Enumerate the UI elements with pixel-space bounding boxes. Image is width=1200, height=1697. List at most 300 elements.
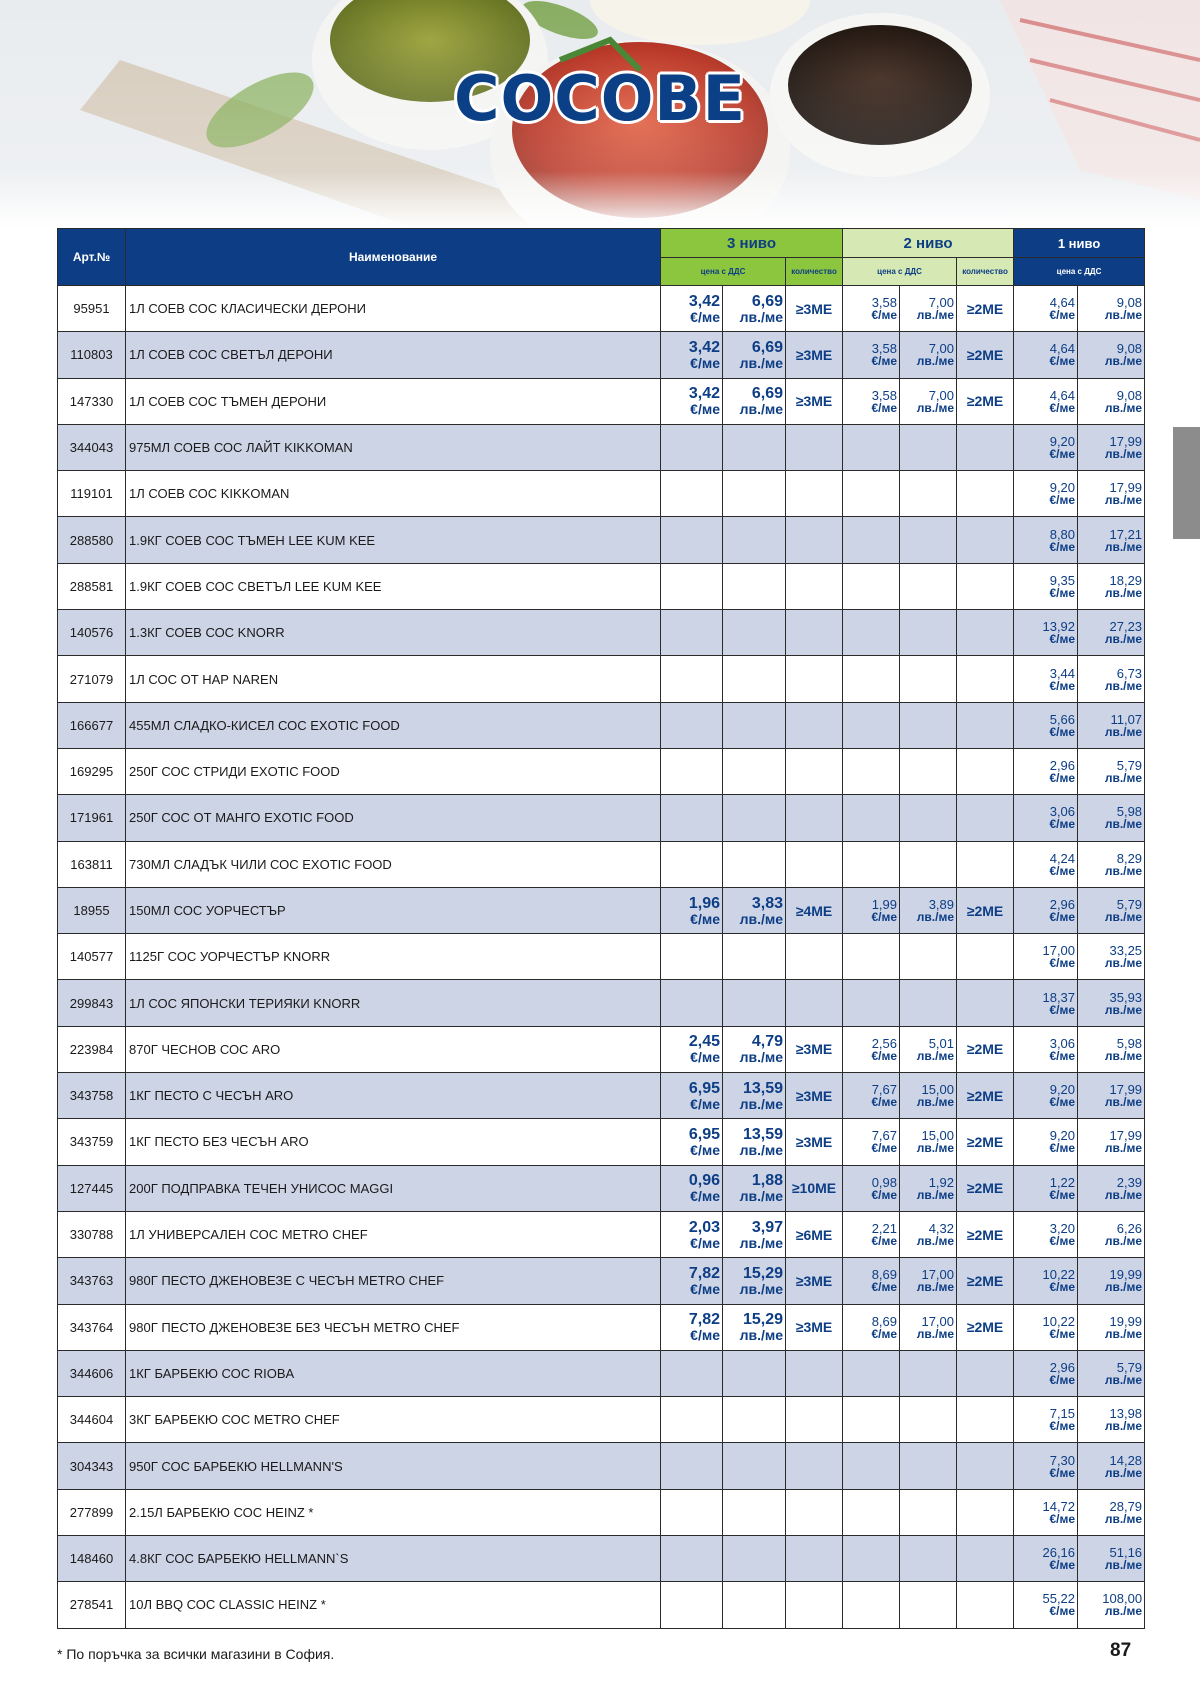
table-row xyxy=(58,1119,1145,1165)
level1-price: 2,96 €/ме xyxy=(1014,887,1078,933)
empty-cell xyxy=(900,795,957,841)
table-row xyxy=(58,1211,1145,1257)
empty-cell xyxy=(661,1489,723,1535)
level2-price-bgn: 4,32 лв./ме xyxy=(900,1211,957,1257)
empty-cell xyxy=(843,471,900,517)
art-number: 343759 xyxy=(58,1119,126,1165)
level1-price: 5,66 €/ме xyxy=(1014,702,1078,748)
level3-price-bgn: 6,69 лв./ме xyxy=(723,332,786,378)
level1-price-bgn: 2,39 лв./ме xyxy=(1078,1165,1145,1211)
product-name: 1КГ ПЕСТО С ЧЕСЪН ARO xyxy=(126,1073,661,1119)
level3-qty: ≥3МЕ xyxy=(786,286,843,332)
empty-cell xyxy=(843,1489,900,1535)
empty-cell xyxy=(843,934,900,980)
level1-price: 26,16 €/ме xyxy=(1014,1536,1078,1582)
level1-price-bgn: 5,79 лв./ме xyxy=(1078,887,1145,933)
empty-cell xyxy=(723,471,786,517)
empty-cell xyxy=(843,424,900,470)
level2-price: 0,98 €/ме xyxy=(843,1165,900,1211)
table-row xyxy=(58,748,1145,794)
empty-cell xyxy=(723,1350,786,1396)
level2-price: 1,99 €/ме xyxy=(843,887,900,933)
product-name: 1Л СОЕВ СОС КЛАСИЧЕСКИ ДЕРОНИ xyxy=(126,286,661,332)
empty-cell xyxy=(900,610,957,656)
empty-cell xyxy=(786,471,843,517)
table-row xyxy=(58,424,1145,470)
level1-price-bgn: 28,79 лв./ме xyxy=(1078,1489,1145,1535)
level1-price: 4,24 €/ме xyxy=(1014,841,1078,887)
empty-cell xyxy=(661,656,723,702)
empty-cell xyxy=(957,841,1014,887)
header-level3-qty: количество xyxy=(786,258,843,286)
level1-price: 9,35 €/ме xyxy=(1014,563,1078,609)
empty-cell xyxy=(957,656,1014,702)
level1-price-bgn: 9,08 лв./ме xyxy=(1078,332,1145,378)
level2-qty: ≥2МЕ xyxy=(957,1073,1014,1119)
empty-cell xyxy=(900,424,957,470)
table-row xyxy=(58,934,1145,980)
empty-cell xyxy=(957,702,1014,748)
level1-price: 3,44 €/ме xyxy=(1014,656,1078,702)
empty-cell xyxy=(957,934,1014,980)
level1-price-bgn: 27,23 лв./ме xyxy=(1078,610,1145,656)
empty-cell xyxy=(900,702,957,748)
table-row xyxy=(58,1397,1145,1443)
product-name: 1Л СОЕВ СОС ТЪМЕН ДЕРОНИ xyxy=(126,378,661,424)
empty-cell xyxy=(900,1397,957,1443)
level3-qty: ≥3МЕ xyxy=(786,1258,843,1304)
header-name: Наименование xyxy=(126,229,661,286)
table-row xyxy=(58,702,1145,748)
empty-cell xyxy=(957,980,1014,1026)
product-name: 980Г ПЕСТО ДЖЕНОВЕЗЕ С ЧЕСЪН METRO CHEF xyxy=(126,1258,661,1304)
empty-cell xyxy=(957,748,1014,794)
level3-price-bgn: 6,69 лв./ме xyxy=(723,286,786,332)
level1-price: 8,80 €/ме xyxy=(1014,517,1078,563)
header-level1-price: цена с ДДС xyxy=(1014,258,1145,286)
empty-cell xyxy=(786,795,843,841)
level2-qty: ≥2МЕ xyxy=(957,1165,1014,1211)
empty-cell xyxy=(723,795,786,841)
empty-cell xyxy=(900,1489,957,1535)
empty-cell xyxy=(661,1443,723,1489)
art-number: 171961 xyxy=(58,795,126,841)
empty-cell xyxy=(723,748,786,794)
table-row xyxy=(58,1443,1145,1489)
table-row xyxy=(58,1165,1145,1211)
level2-price: 3,58 €/ме xyxy=(843,332,900,378)
level2-qty: ≥2МЕ xyxy=(957,1211,1014,1257)
level1-price: 9,20 €/ме xyxy=(1014,1119,1078,1165)
art-number: 299843 xyxy=(58,980,126,1026)
empty-cell xyxy=(957,1397,1014,1443)
level3-qty: ≥3МЕ xyxy=(786,1304,843,1350)
table-row xyxy=(58,980,1145,1026)
empty-cell xyxy=(843,795,900,841)
level2-qty: ≥2МЕ xyxy=(957,286,1014,332)
empty-cell xyxy=(900,563,957,609)
level3-price: 2,45 €/ме xyxy=(661,1026,723,1072)
art-number: 95951 xyxy=(58,286,126,332)
level1-price-bgn: 108,00 лв./ме xyxy=(1078,1582,1145,1628)
table-row xyxy=(58,332,1145,378)
empty-cell xyxy=(957,563,1014,609)
empty-cell xyxy=(957,517,1014,563)
level3-qty: ≥3МЕ xyxy=(786,332,843,378)
product-name: 250Г СОС ОТ МАНГО EXOTIC FOOD xyxy=(126,795,661,841)
empty-cell xyxy=(957,1443,1014,1489)
art-number: 163811 xyxy=(58,841,126,887)
empty-cell xyxy=(723,1397,786,1443)
level1-price: 2,96 €/ме xyxy=(1014,1350,1078,1396)
page-number: 87 xyxy=(1110,1640,1132,1661)
level3-price: 0,96 €/ме xyxy=(661,1165,723,1211)
price-table xyxy=(57,228,1145,1629)
level1-price: 3,06 €/ме xyxy=(1014,1026,1078,1072)
empty-cell xyxy=(957,424,1014,470)
product-name: 4.8КГ СОС БАРБЕКЮ HELLMANN`S xyxy=(126,1536,661,1582)
level2-price: 2,56 €/ме xyxy=(843,1026,900,1072)
empty-cell xyxy=(957,1582,1014,1628)
empty-cell xyxy=(786,980,843,1026)
product-name: 1КГ ПЕСТО БЕЗ ЧЕСЪН ARO xyxy=(126,1119,661,1165)
level1-price-bgn: 17,21 лв./ме xyxy=(1078,517,1145,563)
empty-cell xyxy=(723,934,786,980)
level1-price-bgn: 13,98 лв./ме xyxy=(1078,1397,1145,1443)
level1-price: 2,96 €/ме xyxy=(1014,748,1078,794)
hero-banner xyxy=(0,0,1200,228)
level3-price: 6,95 €/ме xyxy=(661,1119,723,1165)
empty-cell xyxy=(723,702,786,748)
art-number: 119101 xyxy=(58,471,126,517)
table-row xyxy=(58,1304,1145,1350)
level2-qty: ≥2МЕ xyxy=(957,887,1014,933)
level1-price-bgn: 9,08 лв./ме xyxy=(1078,378,1145,424)
level1-price: 55,22 €/ме xyxy=(1014,1582,1078,1628)
level2-price-bgn: 15,00 лв./ме xyxy=(900,1119,957,1165)
empty-cell xyxy=(900,748,957,794)
level3-price: 3,42 €/ме xyxy=(661,332,723,378)
level1-price: 9,20 €/ме xyxy=(1014,424,1078,470)
level2-price: 3,58 €/ме xyxy=(843,286,900,332)
art-number: 343764 xyxy=(58,1304,126,1350)
level3-qty: ≥10МЕ xyxy=(786,1165,843,1211)
level3-price: 6,95 €/ме xyxy=(661,1073,723,1119)
art-number: 147330 xyxy=(58,378,126,424)
empty-cell xyxy=(843,563,900,609)
level3-price-bgn: 4,79 лв./ме xyxy=(723,1026,786,1072)
level1-price-bgn: 17,99 лв./ме xyxy=(1078,1073,1145,1119)
empty-cell xyxy=(661,934,723,980)
product-name: 10Л BBQ СОС CLASSIC HEINZ * xyxy=(126,1582,661,1628)
empty-cell xyxy=(661,610,723,656)
level3-qty: ≥3МЕ xyxy=(786,1119,843,1165)
level1-price-bgn: 33,25 лв./ме xyxy=(1078,934,1145,980)
table-row xyxy=(58,1026,1145,1072)
empty-cell xyxy=(900,1350,957,1396)
art-number: 278541 xyxy=(58,1582,126,1628)
level3-price-bgn: 1,88 лв./ме xyxy=(723,1165,786,1211)
empty-cell xyxy=(723,1582,786,1628)
empty-cell xyxy=(957,1536,1014,1582)
empty-cell xyxy=(786,1443,843,1489)
level1-price-bgn: 5,98 лв./ме xyxy=(1078,795,1145,841)
level2-price-bgn: 17,00 лв./ме xyxy=(900,1258,957,1304)
level3-price-bgn: 3,83 лв./ме xyxy=(723,887,786,933)
level3-qty: ≥3МЕ xyxy=(786,1026,843,1072)
level1-price: 3,20 €/ме xyxy=(1014,1211,1078,1257)
art-number: 343758 xyxy=(58,1073,126,1119)
art-number: 344043 xyxy=(58,424,126,470)
art-number: 343763 xyxy=(58,1258,126,1304)
empty-cell xyxy=(957,471,1014,517)
empty-cell xyxy=(661,1397,723,1443)
empty-cell xyxy=(661,424,723,470)
header-level3-price: цена с ДДС xyxy=(661,258,786,286)
table-row xyxy=(58,378,1145,424)
empty-cell xyxy=(843,517,900,563)
level3-price-bgn: 15,29 лв./ме xyxy=(723,1258,786,1304)
level2-price: 7,67 €/ме xyxy=(843,1119,900,1165)
level2-qty: ≥2МЕ xyxy=(957,378,1014,424)
product-name: 1.3КГ СОЕВ СОС KNORR xyxy=(126,610,661,656)
empty-cell xyxy=(723,563,786,609)
product-name: 455МЛ СЛАДКО-КИСЕЛ СОС EXOTIC FOOD xyxy=(126,702,661,748)
table-row xyxy=(58,610,1145,656)
level3-price-bgn: 15,29 лв./ме xyxy=(723,1304,786,1350)
level3-qty: ≥3МЕ xyxy=(786,1073,843,1119)
empty-cell xyxy=(786,610,843,656)
level1-price-bgn: 17,99 лв./ме xyxy=(1078,424,1145,470)
empty-cell xyxy=(661,980,723,1026)
art-number: 140577 xyxy=(58,934,126,980)
empty-cell xyxy=(786,656,843,702)
level1-price: 10,22 €/ме xyxy=(1014,1304,1078,1350)
level1-price-bgn: 35,93 лв./ме xyxy=(1078,980,1145,1026)
product-name: 200Г ПОДПРАВКА ТЕЧЕН УНИСОС MAGGI xyxy=(126,1165,661,1211)
level3-price: 7,82 €/ме xyxy=(661,1304,723,1350)
table-row xyxy=(58,471,1145,517)
level1-price: 13,92 €/ме xyxy=(1014,610,1078,656)
empty-cell xyxy=(900,1536,957,1582)
empty-cell xyxy=(786,1397,843,1443)
level1-price-bgn: 17,99 лв./ме xyxy=(1078,1119,1145,1165)
art-number: 271079 xyxy=(58,656,126,702)
empty-cell xyxy=(900,1443,957,1489)
level1-price: 4,64 €/ме xyxy=(1014,286,1078,332)
art-number: 344606 xyxy=(58,1350,126,1396)
art-number: 166677 xyxy=(58,702,126,748)
product-name: 1Л СОЕВ СОС KIKKOMAN xyxy=(126,471,661,517)
empty-cell xyxy=(786,563,843,609)
header-level2-price: цена с ДДС xyxy=(843,258,957,286)
empty-cell xyxy=(900,841,957,887)
level2-qty: ≥2МЕ xyxy=(957,1119,1014,1165)
level2-qty: ≥2МЕ xyxy=(957,1304,1014,1350)
level1-price: 10,22 €/ме xyxy=(1014,1258,1078,1304)
level1-price-bgn: 19,99 лв./ме xyxy=(1078,1258,1145,1304)
level2-price-bgn: 1,92 лв./ме xyxy=(900,1165,957,1211)
empty-cell xyxy=(843,656,900,702)
empty-cell xyxy=(843,748,900,794)
level1-price: 4,64 €/ме xyxy=(1014,332,1078,378)
empty-cell xyxy=(661,841,723,887)
product-name: 1.9КГ СОЕВ СОС ТЪМЕН LEE KUM KEE xyxy=(126,517,661,563)
level3-price-bgn: 6,69 лв./ме xyxy=(723,378,786,424)
art-number: 288580 xyxy=(58,517,126,563)
level1-price: 9,20 €/ме xyxy=(1014,471,1078,517)
empty-cell xyxy=(786,424,843,470)
level2-price-bgn: 7,00 лв./ме xyxy=(900,286,957,332)
footnote: * По поръчка за всички магазини в София. xyxy=(57,1646,335,1662)
empty-cell xyxy=(723,841,786,887)
level2-price-bgn: 3,89 лв./ме xyxy=(900,887,957,933)
product-name: 1Л СОС ОТ НАР NAREN xyxy=(126,656,661,702)
product-name: 150МЛ СОС УОРЧЕСТЪР xyxy=(126,887,661,933)
empty-cell xyxy=(843,1397,900,1443)
empty-cell xyxy=(843,610,900,656)
level1-price: 7,15 €/ме xyxy=(1014,1397,1078,1443)
level2-price: 2,21 €/ме xyxy=(843,1211,900,1257)
empty-cell xyxy=(661,517,723,563)
empty-cell xyxy=(661,563,723,609)
level3-price: 7,82 €/ме xyxy=(661,1258,723,1304)
empty-cell xyxy=(843,1350,900,1396)
art-number: 169295 xyxy=(58,748,126,794)
empty-cell xyxy=(786,1489,843,1535)
level1-price-bgn: 5,79 лв./ме xyxy=(1078,748,1145,794)
table-row xyxy=(58,656,1145,702)
empty-cell xyxy=(843,1582,900,1628)
product-name: 950Г СОС БАРБЕКЮ HELLMANN'S xyxy=(126,1443,661,1489)
table-row xyxy=(58,1536,1145,1582)
empty-cell xyxy=(786,1536,843,1582)
level2-price: 3,58 €/ме xyxy=(843,378,900,424)
level3-price: 3,42 €/ме xyxy=(661,286,723,332)
art-number: 18955 xyxy=(58,887,126,933)
product-name: 3КГ БАРБЕКЮ СОС METRO CHEF xyxy=(126,1397,661,1443)
header-level2-qty: количество xyxy=(957,258,1014,286)
level1-price-bgn: 6,26 лв./ме xyxy=(1078,1211,1145,1257)
empty-cell xyxy=(843,841,900,887)
empty-cell xyxy=(661,471,723,517)
empty-cell xyxy=(661,702,723,748)
level3-price: 1,96 €/ме xyxy=(661,887,723,933)
product-name: 870Г ЧЕСНОВ СОС ARO xyxy=(126,1026,661,1072)
header-level2: 2 ниво xyxy=(843,229,1014,258)
empty-cell xyxy=(723,1489,786,1535)
level1-price: 9,20 €/ме xyxy=(1014,1073,1078,1119)
product-name: 1Л УНИВЕРСАЛЕН СОС METRO CHEF xyxy=(126,1211,661,1257)
table-row xyxy=(58,1582,1145,1628)
level3-price: 3,42 €/ме xyxy=(661,378,723,424)
level3-price: 2,03 €/ме xyxy=(661,1211,723,1257)
level1-price-bgn: 9,08 лв./ме xyxy=(1078,286,1145,332)
empty-cell xyxy=(786,841,843,887)
art-number: 330788 xyxy=(58,1211,126,1257)
level2-price-bgn: 5,01 лв./ме xyxy=(900,1026,957,1072)
empty-cell xyxy=(843,980,900,1026)
table-row xyxy=(58,841,1145,887)
table-row xyxy=(58,1073,1145,1119)
level1-price-bgn: 5,79 лв./ме xyxy=(1078,1350,1145,1396)
product-name: 250Г СОС СТРИДИ EXOTIC FOOD xyxy=(126,748,661,794)
level3-price-bgn: 13,59 лв./ме xyxy=(723,1073,786,1119)
empty-cell xyxy=(957,795,1014,841)
level1-price: 7,30 €/ме xyxy=(1014,1443,1078,1489)
table-row xyxy=(58,1258,1145,1304)
empty-cell xyxy=(786,934,843,980)
level2-price-bgn: 17,00 лв./ме xyxy=(900,1304,957,1350)
level1-price: 3,06 €/ме xyxy=(1014,795,1078,841)
level3-price-bgn: 13,59 лв./ме xyxy=(723,1119,786,1165)
level3-price-bgn: 3,97 лв./ме xyxy=(723,1211,786,1257)
empty-cell xyxy=(723,1536,786,1582)
empty-cell xyxy=(723,517,786,563)
page-title: СОСОВЕ xyxy=(453,62,747,135)
level1-price-bgn: 51,16 лв./ме xyxy=(1078,1536,1145,1582)
empty-cell xyxy=(661,795,723,841)
level1-price-bgn: 5,98 лв./ме xyxy=(1078,1026,1145,1072)
empty-cell xyxy=(900,934,957,980)
empty-cell xyxy=(957,610,1014,656)
level1-price-bgn: 17,99 лв./ме xyxy=(1078,471,1145,517)
art-number: 140576 xyxy=(58,610,126,656)
level2-qty: ≥2МЕ xyxy=(957,1258,1014,1304)
empty-cell xyxy=(957,1489,1014,1535)
header-art: Арт.№ xyxy=(58,229,126,286)
empty-cell xyxy=(843,702,900,748)
empty-cell xyxy=(843,1443,900,1489)
art-number: 288581 xyxy=(58,563,126,609)
empty-cell xyxy=(723,656,786,702)
empty-cell xyxy=(786,1582,843,1628)
art-number: 344604 xyxy=(58,1397,126,1443)
empty-cell xyxy=(900,980,957,1026)
product-name: 980Г ПЕСТО ДЖЕНОВЕЗЕ БЕЗ ЧЕСЪН METRO CHEF xyxy=(126,1304,661,1350)
level1-price: 17,00 €/ме xyxy=(1014,934,1078,980)
level1-price: 4,64 €/ме xyxy=(1014,378,1078,424)
empty-cell xyxy=(723,1443,786,1489)
art-number: 127445 xyxy=(58,1165,126,1211)
empty-cell xyxy=(786,702,843,748)
product-name: 730МЛ СЛАДЪК ЧИЛИ СОС EXOTIC FOOD xyxy=(126,841,661,887)
table-row xyxy=(58,1489,1145,1535)
table-row xyxy=(58,887,1145,933)
empty-cell xyxy=(900,471,957,517)
level2-price-bgn: 15,00 лв./ме xyxy=(900,1073,957,1119)
level3-qty: ≥4МЕ xyxy=(786,887,843,933)
empty-cell xyxy=(843,1536,900,1582)
level2-qty: ≥2МЕ xyxy=(957,332,1014,378)
empty-cell xyxy=(723,980,786,1026)
level1-price-bgn: 19,99 лв./ме xyxy=(1078,1304,1145,1350)
art-number: 223984 xyxy=(58,1026,126,1072)
product-name: 1КГ БАРБЕКЮ СОС RIOBA xyxy=(126,1350,661,1396)
level2-price-bgn: 7,00 лв./ме xyxy=(900,378,957,424)
product-name: 1125Г СОС УОРЧЕСТЪР KNORR xyxy=(126,934,661,980)
art-number: 148460 xyxy=(58,1536,126,1582)
table-row xyxy=(58,1350,1145,1396)
empty-cell xyxy=(786,1350,843,1396)
level1-price: 18,37 €/ме xyxy=(1014,980,1078,1026)
table-row xyxy=(58,517,1145,563)
art-number: 277899 xyxy=(58,1489,126,1535)
product-name: 975МЛ СОЕВ СОС ЛАЙТ KIKKOMAN xyxy=(126,424,661,470)
product-name: 1.9КГ СОЕВ СОС СВЕТЪЛ LEE KUM KEE xyxy=(126,563,661,609)
level1-price-bgn: 6,73 лв./ме xyxy=(1078,656,1145,702)
section-tab-marker xyxy=(1173,427,1200,539)
